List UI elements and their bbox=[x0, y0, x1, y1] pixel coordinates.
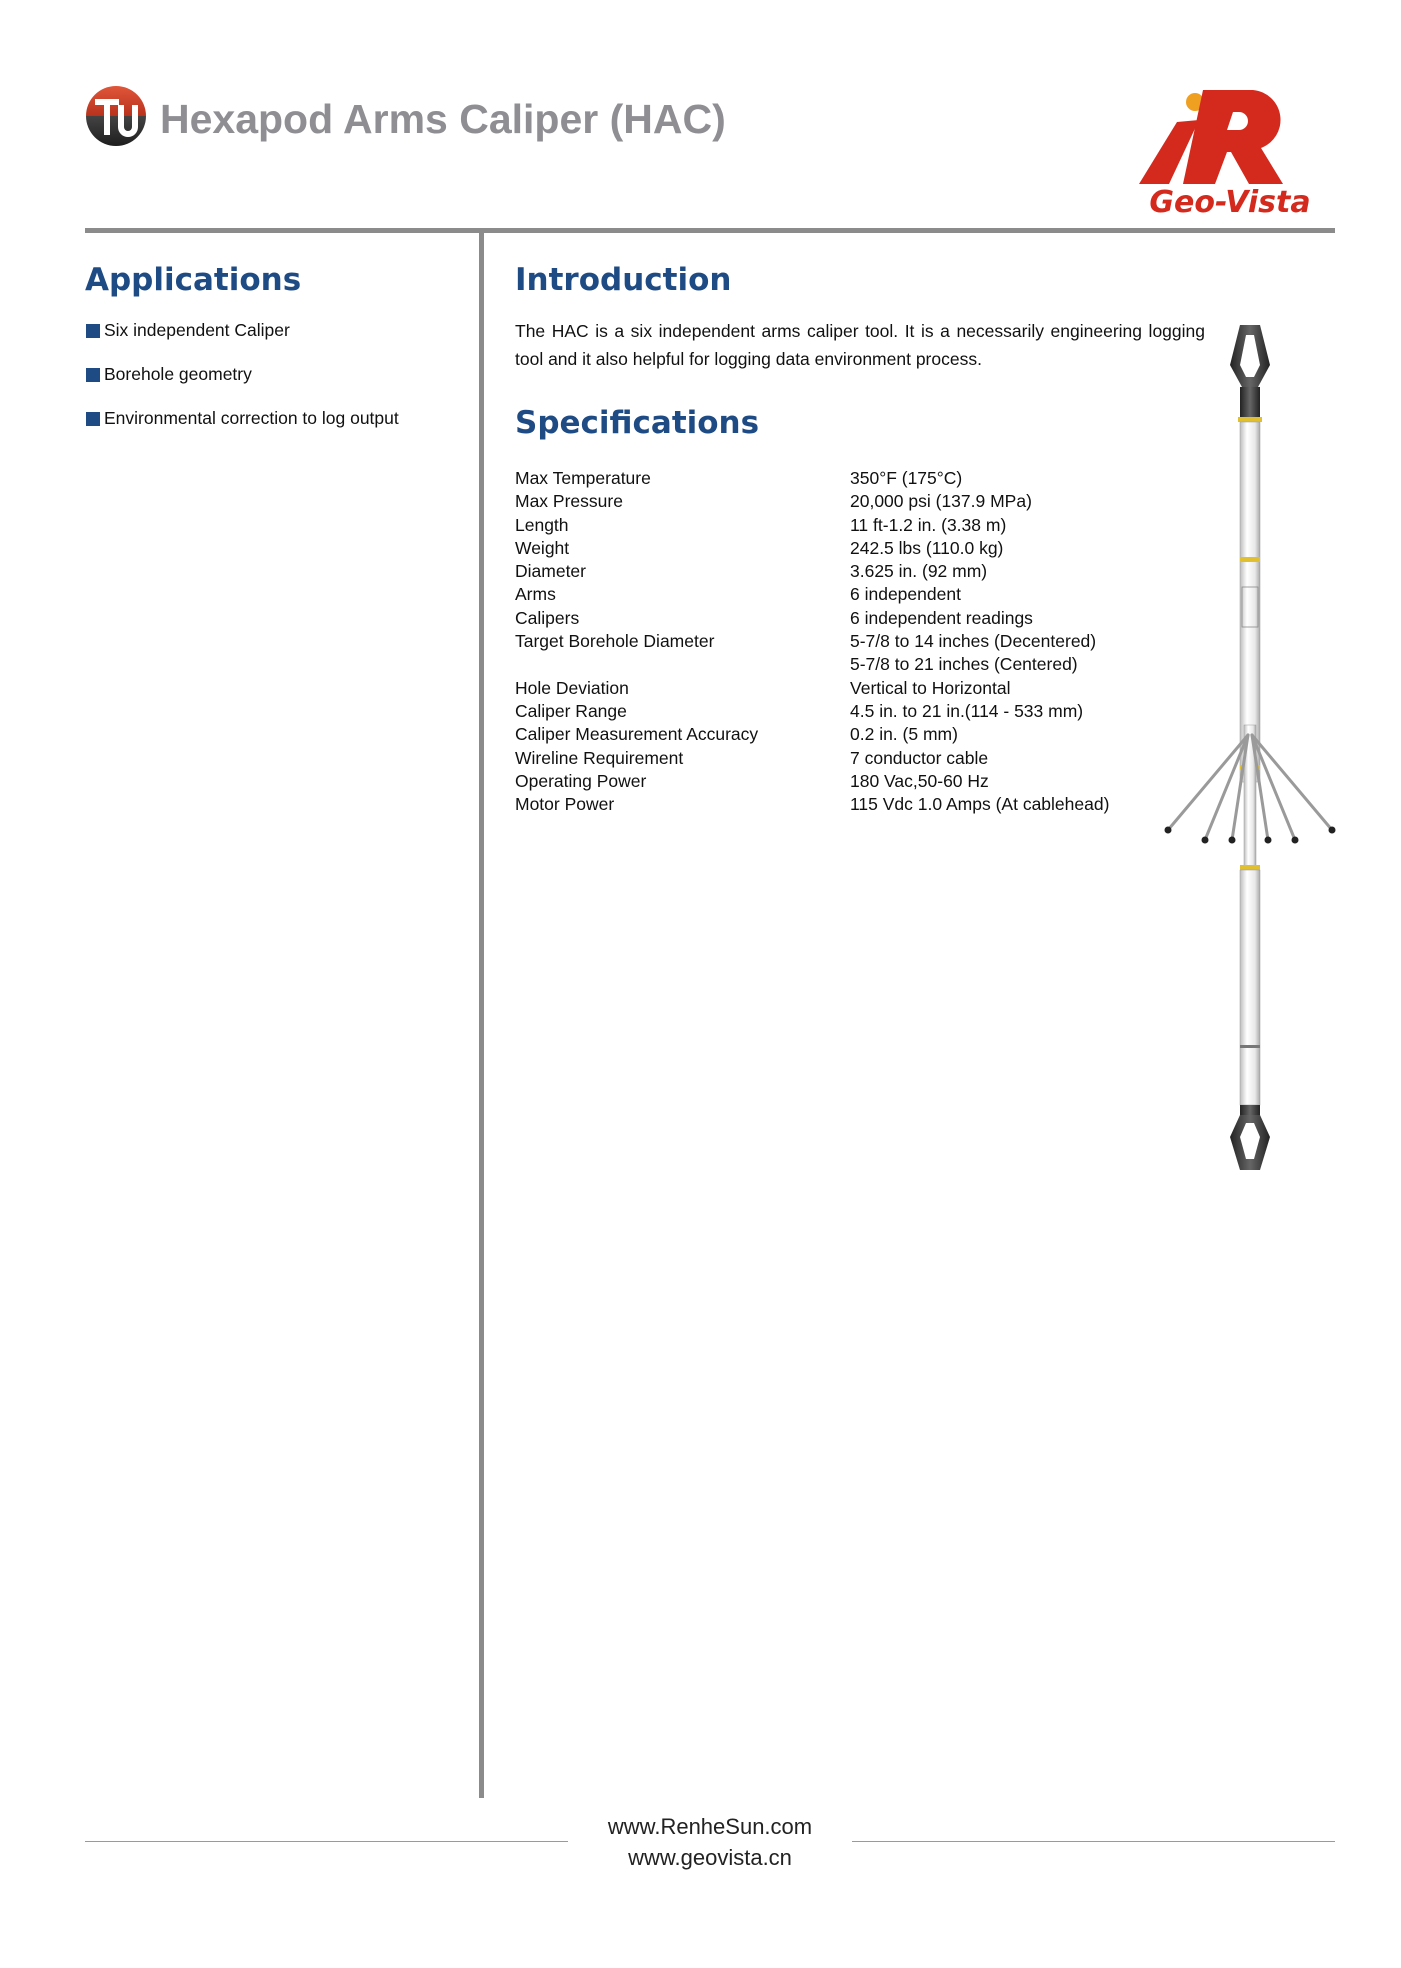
spec-row bbox=[515, 748, 1155, 771]
geo-vista-logo bbox=[1125, 82, 1335, 217]
application-item-label: Borehole geometry bbox=[104, 364, 252, 384]
renhesun-website-link[interactable]: www.RenheSun.com bbox=[607, 1814, 813, 1839]
bullet-square-icon bbox=[86, 412, 100, 426]
introduction-heading: Introduction bbox=[515, 262, 732, 298]
spec-label: Arms bbox=[515, 584, 556, 605]
spec-row bbox=[515, 794, 1155, 817]
application-item bbox=[86, 408, 399, 429]
application-item-label: Environmental correction to log output bbox=[104, 408, 399, 428]
hac-tool-image bbox=[1160, 325, 1340, 1170]
applications-heading: Applications bbox=[85, 262, 302, 298]
spec-value: Vertical to Horizontal bbox=[850, 677, 1011, 698]
spec-row bbox=[515, 701, 1155, 724]
spec-label: Caliper Range bbox=[515, 700, 627, 721]
spec-label: Diameter bbox=[515, 561, 586, 582]
spec-row bbox=[515, 468, 1155, 491]
application-item bbox=[86, 320, 290, 341]
specifications-heading: Specifications bbox=[515, 405, 760, 441]
spec-value: 4.5 in. to 21 in.(114 - 533 mm) bbox=[850, 700, 1084, 721]
application-item-label: Six independent Caliper bbox=[104, 320, 290, 340]
spec-row bbox=[515, 654, 1155, 677]
spec-label: Length bbox=[515, 514, 569, 535]
bullet-square-icon bbox=[86, 324, 100, 338]
column-divider bbox=[479, 233, 484, 1798]
spec-row bbox=[515, 771, 1155, 794]
spec-value: 350°F (175°C) bbox=[850, 468, 963, 488]
spec-value: 115 Vdc 1.0 Amps (At cablehead) bbox=[850, 794, 1110, 815]
spec-value: 5-7/8 to 21 inches (Centered) bbox=[850, 654, 1078, 675]
spec-value: 0.2 in. (5 mm) bbox=[850, 724, 958, 745]
page-title: Hexapod Arms Caliper (HAC) bbox=[160, 96, 726, 142]
spec-value: 180 Vac,50-60 Hz bbox=[850, 770, 989, 791]
spec-row bbox=[515, 724, 1155, 747]
spec-label: Max Temperature bbox=[515, 468, 651, 488]
footer-divider-left bbox=[85, 1841, 568, 1842]
spec-value: 6 independent readings bbox=[850, 607, 1033, 628]
introduction-text: The HAC is a six independent arms caliper tool. It is a necessarily engineering logging tool and it also helpful for logging data environment process. bbox=[515, 321, 1205, 369]
spec-label: Max Pressure bbox=[515, 491, 623, 512]
application-item bbox=[86, 364, 252, 385]
spec-value: 242.5 lbs (110.0 kg) bbox=[850, 537, 1004, 558]
spec-label: Weight bbox=[515, 537, 570, 558]
specifications-table bbox=[515, 468, 1155, 817]
header-divider bbox=[85, 228, 1335, 233]
spec-label: Wireline Requirement bbox=[515, 747, 684, 768]
spec-value: 20,000 psi (137.9 MPa) bbox=[850, 491, 1032, 512]
spec-row bbox=[515, 561, 1155, 584]
geovista-website-link[interactable]: www.geovista.cn bbox=[628, 1845, 792, 1870]
footer-divider-right bbox=[852, 1841, 1335, 1842]
spec-label: Motor Power bbox=[515, 794, 615, 815]
spec-row bbox=[515, 584, 1155, 607]
spec-label bbox=[515, 654, 850, 677]
spec-label: Calipers bbox=[515, 607, 580, 628]
spec-value: 11 ft-1.2 in. (3.38 m) bbox=[850, 514, 1007, 535]
spec-value: 6 independent bbox=[850, 584, 961, 605]
spec-value: 7 conductor cable bbox=[850, 747, 989, 768]
spec-label: Caliper Measurement Accuracy bbox=[515, 724, 759, 745]
renhesun-logo-icon bbox=[85, 85, 147, 147]
spec-label: Hole Deviation bbox=[515, 677, 629, 698]
bullet-square-icon bbox=[86, 368, 100, 382]
spec-row bbox=[515, 608, 1155, 631]
spec-row bbox=[515, 631, 1155, 654]
spec-row bbox=[515, 515, 1155, 538]
spec-value: 5-7/8 to 14 inches (Decentered) bbox=[850, 631, 1097, 652]
geo-vista-logo-text: Geo-Vista bbox=[1149, 185, 1311, 217]
spec-row bbox=[515, 678, 1155, 701]
spec-value: 3.625 in. (92 mm) bbox=[850, 561, 988, 582]
spec-row bbox=[515, 491, 1155, 514]
spec-label: Target Borehole Diameter bbox=[515, 631, 715, 652]
spec-label: Operating Power bbox=[515, 770, 647, 791]
spec-row bbox=[515, 538, 1155, 561]
